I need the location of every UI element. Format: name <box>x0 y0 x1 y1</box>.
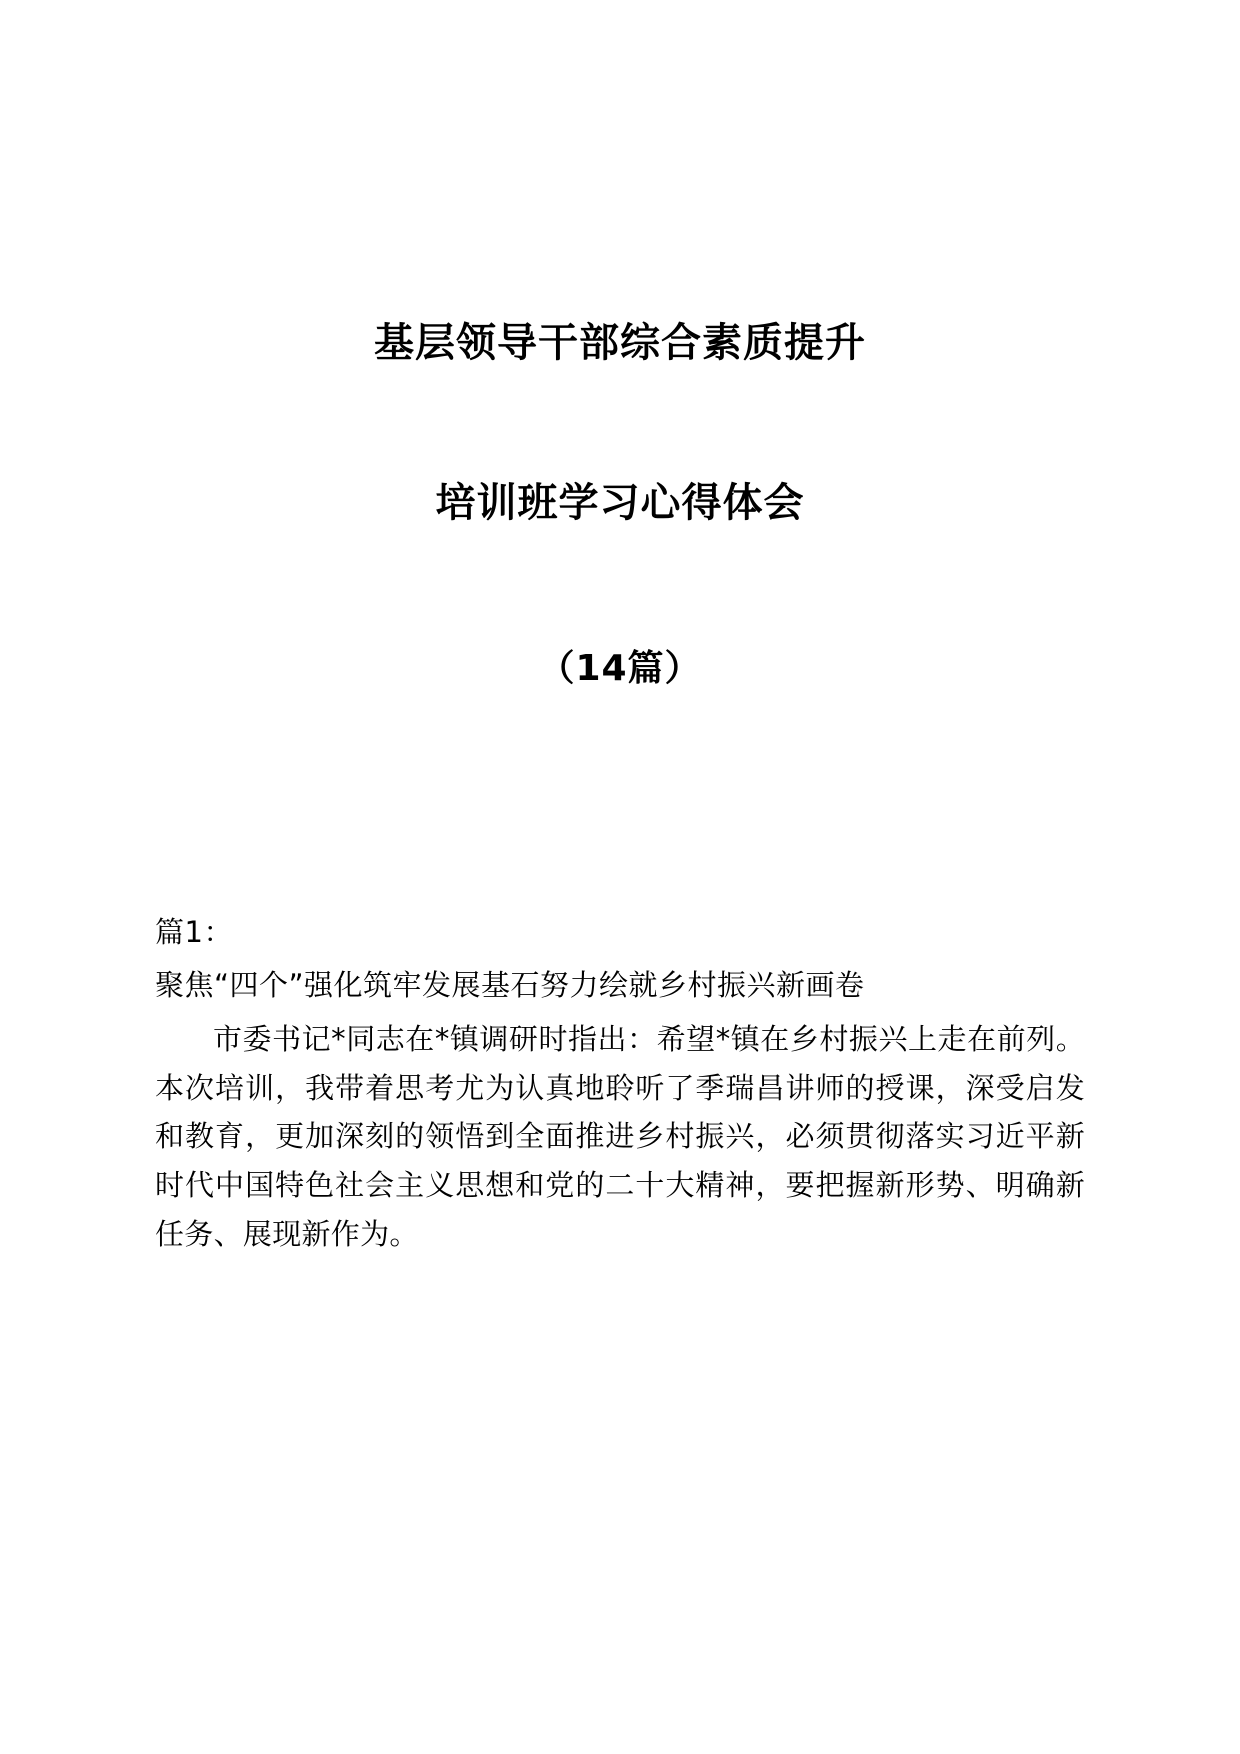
document-title-line-2: 培训班学习心得体会 <box>435 480 805 526</box>
document-piece-count: （14篇） <box>538 648 702 689</box>
piece-paragraph: 市委书记*同志在*镇调研时指出：希望*镇在乡村振兴上走在前列。本次培训，我带着思考尤为认真地聆听了季瑞昌讲师的授课，深受启发和教育，更加深刻的领悟到全面推进乡村振兴，必须贯彻落实习近平新时代中国特色社会主义思想和党的二十大精神，要把握新形势、明确新任务、展现新作为。 <box>155 1021 1085 1251</box>
document-body <box>155 909 1085 1259</box>
piece-label: 篇1： <box>155 915 233 949</box>
document-title-block <box>155 0 1085 691</box>
piece-heading: 聚焦“四个”强化筑牢发展基石努力绘就乡村振兴新画卷 <box>155 967 865 1002</box>
document-title-line-1: 基层领导干部综合素质提升 <box>374 320 866 366</box>
